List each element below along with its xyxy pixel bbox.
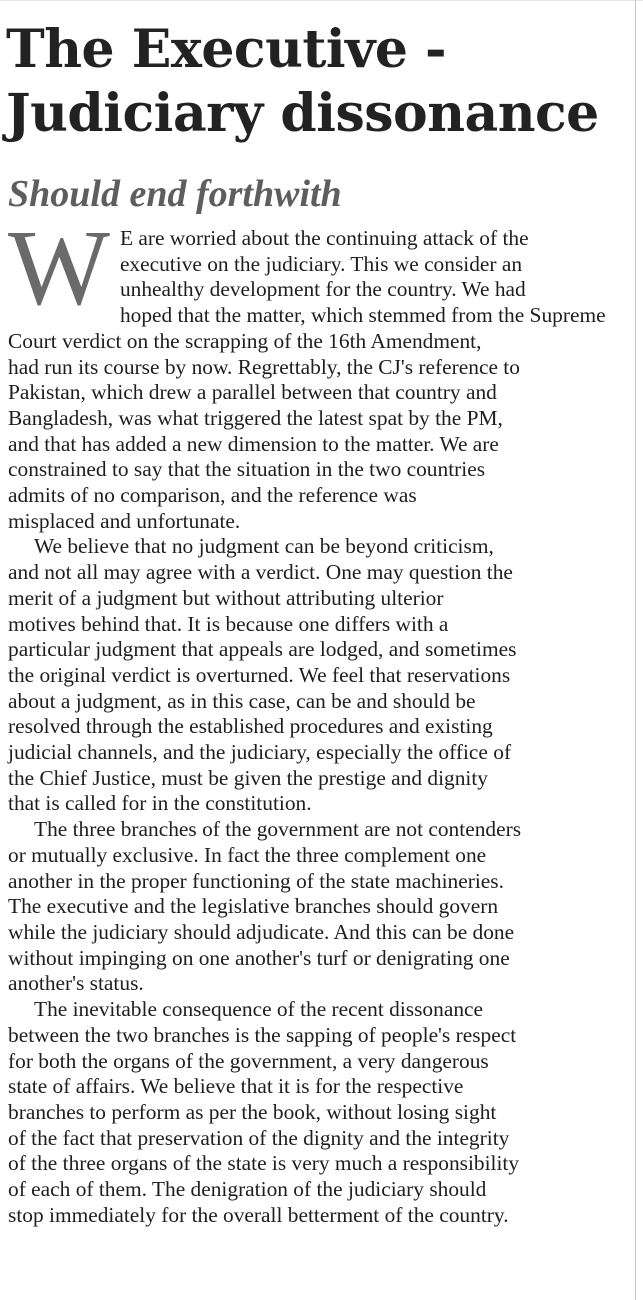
text-line: while the judiciary should adjudicate. And this can be done [8, 919, 515, 944]
text-line: Bangladesh, was what triggered the latest spat by the PM, [8, 405, 503, 430]
drop-cap: W [8, 209, 110, 328]
text-line: of the fact that preservation of the dignity and the integrity [8, 1125, 510, 1150]
column-rule [635, 0, 636, 1300]
text-line: executive on the judiciary. This we consider an [119, 251, 523, 276]
text-line: constrained to say that the situation in the two countries [8, 457, 486, 482]
text-line: the original verdict is overturned. We feel that reservations [8, 662, 511, 687]
article-body [8, 209, 606, 1228]
text-line: or mutually exclusive. In fact the three complement one [8, 842, 487, 867]
text-line: Court verdict on the scrapping of the 16th Amendment, [8, 328, 482, 353]
text-line: particular judgment that appeals are lodged, and sometimes [8, 637, 517, 662]
text-line: branches to perform as per the book, without losing sight [8, 1099, 497, 1124]
text-line: E are worried about the continuing attack of the [119, 226, 529, 250]
text-line: hoped that the matter, which stemmed from the Supreme [119, 303, 606, 328]
text-line: another in the proper functioning of the state machineries. [8, 868, 504, 893]
text-line: of the three organs of the state is very much a responsibility [8, 1151, 520, 1176]
text-line: state of affairs. We believe that it is for the respective [8, 1074, 464, 1099]
subheadline: Should end forthwith [8, 173, 342, 215]
text-line: about a judgment, as in this case, can be and should be [8, 688, 476, 713]
headline-line-1: The Executive - [6, 19, 447, 80]
text-line: and not all may agree with a verdict. One may question the [8, 560, 513, 585]
text-line: without impinging on one another's turf or denigrating one [8, 945, 510, 970]
text-line: motives behind that. It is because one differs with a [8, 611, 449, 636]
text-line: judicial channels, and the judiciary, especially the office of [8, 740, 512, 765]
headline [6, 18, 626, 146]
text-line: had run its course by now. Regrettably, the CJ's reference to [8, 354, 520, 379]
text-line: misplaced and unfortunate. [8, 508, 241, 533]
text-line: The inevitable consequence of the recent dissonance [34, 997, 484, 1022]
text-line: Pakistan, which drew a parallel between that country and [8, 380, 497, 405]
text-line: The three branches of the government are not contenders [34, 817, 522, 842]
text-line: that is called for in the constitution. [8, 791, 312, 816]
text-line: admits of no comparison, and the reference was [8, 483, 417, 508]
text-line: stop immediately for the overall betterment of the country. [8, 1202, 509, 1227]
text-line: We believe that no judgment can be beyond criticism, [34, 534, 494, 559]
text-line: the Chief Justice, must be given the prestige and dignity [8, 765, 489, 790]
text-line: between the two branches is the sapping of people's respect [8, 1022, 517, 1047]
text-line: resolved through the established procedures and existing [8, 714, 493, 739]
top-rule [0, 0, 643, 1]
headline-line-2: Judiciary dissonance [6, 83, 599, 144]
text-line: another's status. [8, 971, 144, 996]
text-line: and that has added a new dimension to the matter. We are [8, 431, 499, 456]
text-line: for both the organs of the government, a very dangerous [8, 1048, 489, 1073]
text-line: unhealthy development for the country. We had [119, 277, 526, 302]
text-line: The executive and the legislative branches should govern [8, 894, 499, 919]
text-line: merit of a judgment but without attributing ulterior [8, 585, 444, 610]
article-paragraph-3 [8, 817, 592, 997]
article-paragraph-4 [8, 997, 592, 1228]
text-line: of each of them. The denigration of the judiciary should [8, 1177, 487, 1202]
article-paragraph-2 [8, 534, 592, 817]
